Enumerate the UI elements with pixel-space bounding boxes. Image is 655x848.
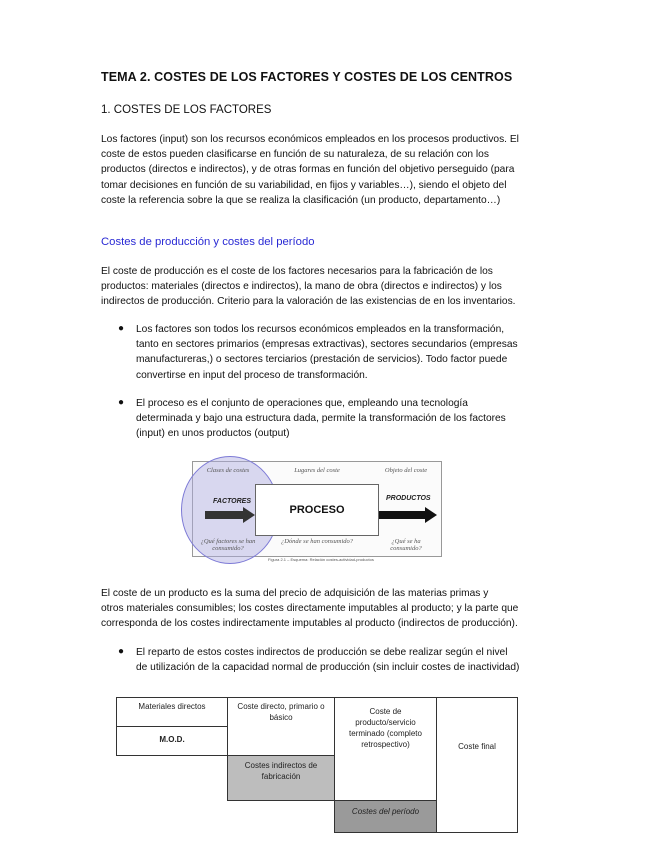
productos-label: PRODUCTOS	[386, 495, 431, 502]
cell-mod: M.O.D.	[116, 726, 228, 756]
bullet-icon: ●	[118, 646, 125, 657]
cell-periodo: Costes del período	[334, 800, 437, 833]
text-line: indirectos de producción. Criterio para la valoración de las existencias de en los inventarios.	[101, 296, 516, 308]
text-line: convertirse en input del proceso de transformación.	[136, 369, 368, 381]
text-line: El coste de producción es el coste de los factores necesarios para la fabricación de los	[101, 266, 493, 277]
diagram-question-que: ¿Qué se ha consumido?	[390, 538, 422, 552]
cell-coste-final: Coste final	[436, 697, 518, 833]
cell-coste-producto: Coste de producto/servicio terminado (completo retrospectivo)	[334, 697, 437, 801]
text-line: de utilización de la capacidad normal de producción (sin incluir costes de inactividad)	[136, 662, 520, 674]
text-line: tomar decisiones en función de su variabilidad, en fijos y variables…), siendo el objeto del	[101, 179, 507, 191]
text-line: tanto en sectores primarios (empresas extractivas), sectores secundarios (empresas	[136, 339, 518, 351]
diagram-label-clases: Clases de costes	[206, 467, 250, 474]
text-line: coste la referencia sobre la que se realiza la clasificación (un producto, departamento…)	[101, 194, 501, 206]
diagram-label-lugares: Lugares del coste	[294, 467, 340, 474]
cell-materiales: Materiales directos	[116, 697, 228, 727]
text-line: (input) en unos productos (output)	[136, 428, 290, 440]
production-paragraph	[101, 264, 563, 310]
text-line: coste de estos pueden clasificarse en función de su naturaleza, de su relación con los	[101, 149, 489, 161]
bullet-factores	[136, 322, 562, 383]
diagram-label-objeto: Objeto del coste	[384, 467, 428, 474]
text-line: otros materiales consumibles; los costes directamente imputables al producto; y la parte que	[101, 603, 519, 615]
proceso-box: PROCESO	[255, 484, 379, 536]
productos-arrow-icon	[379, 507, 437, 523]
page-title: TEMA 2. COSTES DE LOS FACTORES Y COSTES DE LOS CENTROS	[101, 70, 513, 84]
intro-paragraph	[101, 132, 563, 208]
diagram-caption: Figura 2.1 – Esquema: Relación costes-actividad-productos	[268, 557, 374, 562]
text-line: determinada y bajo una estructura dada, permite la transformación de los factores	[136, 413, 506, 425]
product-cost-paragraph	[101, 586, 563, 632]
cell-indirectos: Costes indirectos de fabricación	[227, 755, 335, 801]
bullet-icon: ●	[118, 397, 125, 408]
text-line: El coste de un producto es la suma del precio de adquisición de las materias primas y	[101, 588, 489, 599]
bullet-reparto	[136, 645, 562, 675]
bullet-icon: ●	[118, 323, 125, 334]
text-line: Los factores son todos los recursos económicos empleados en la transformación,	[136, 324, 505, 335]
diagram-question-donde: ¿Dónde se han consumido?	[280, 538, 354, 545]
text-line: El reparto de estos costes indirectos de producción se debe realizar según el nivel	[136, 647, 508, 658]
text-line: El proceso es el conjunto de operaciones que, empleando una tecnología	[136, 398, 468, 409]
factores-label: FACTORES	[213, 498, 251, 505]
cell-coste-directo: Coste directo, primario o básico	[227, 697, 335, 756]
text-line: Los factores (input) son los recursos económicos empleados en los procesos productivos. El	[101, 134, 519, 145]
process-diagram	[192, 461, 442, 557]
text-line: manufactureras,) o sectores terciarios (prestación de servicios). Todo factor puede	[136, 354, 508, 366]
factores-arrow-icon	[205, 507, 255, 523]
bullet-proceso	[136, 396, 562, 442]
text-line: productos: materiales (directos e indirectos), la mano de obra (directos e indirectos) y los	[101, 281, 502, 293]
text-line: productos (directos e indirectos), y de otras formas en función del objetivo perseguido (para	[101, 164, 515, 176]
diagram-question-factores: ¿Qué factores se han consumido?	[200, 538, 256, 552]
subheading: Costes de producción y costes del período	[101, 236, 315, 248]
text-line: corresponda de los costes indirectamente imputables al producto (indirectos de producción).	[101, 618, 518, 630]
section-heading: 1. COSTES DE LOS FACTORES	[101, 104, 272, 116]
